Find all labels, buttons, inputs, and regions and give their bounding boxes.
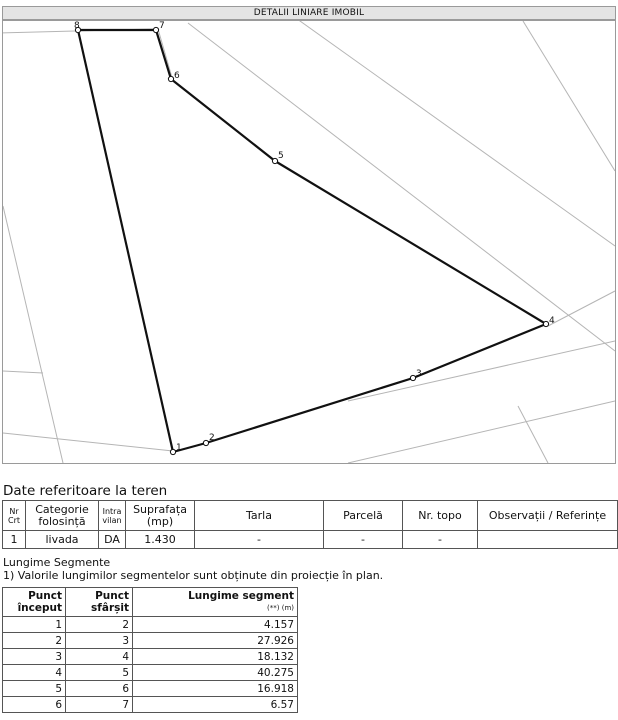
- cell-end: 2: [66, 617, 133, 633]
- land-table: [2, 500, 618, 549]
- vertex-label: 2: [209, 433, 215, 443]
- cell-topo: -: [403, 531, 478, 549]
- col-parcela: Parcelă: [324, 501, 403, 531]
- cell-end: 3: [66, 633, 133, 649]
- vertex-marker: [170, 449, 175, 454]
- cell-tarla: -: [195, 531, 324, 549]
- segments-title: Lungime Segmente: [3, 556, 111, 569]
- neighbor-line: [293, 21, 615, 246]
- neighbor-line: [3, 206, 63, 463]
- table-row: [3, 531, 618, 549]
- vertex-marker: [543, 321, 548, 326]
- parcel-boundary: [78, 30, 546, 452]
- segments-table-body: [3, 617, 298, 713]
- col-nr: Nr Crt: [3, 501, 26, 531]
- neighbor-lines: [3, 21, 615, 463]
- land-table-header: [3, 501, 618, 531]
- table-row: [3, 649, 298, 665]
- neighbor-line: [188, 23, 615, 351]
- cell-start: 2: [3, 633, 66, 649]
- table-row: [3, 617, 298, 633]
- cell-length: 4.157: [133, 617, 298, 633]
- cell-length: 6.57: [133, 697, 298, 713]
- vertex-label: 3: [416, 369, 422, 379]
- col-tarla: Tarla: [195, 501, 324, 531]
- col-intravilan: Intra vilan: [99, 501, 126, 531]
- neighbor-line: [3, 433, 173, 451]
- cell-observatii: [478, 531, 618, 549]
- cell-length: 40.275: [133, 665, 298, 681]
- cell-start: 4: [3, 665, 66, 681]
- cell-categorie: livada: [26, 531, 99, 549]
- cell-end: 4: [66, 649, 133, 665]
- neighbor-line: [348, 401, 615, 463]
- segments-section: [3, 556, 383, 582]
- table-row: [3, 665, 298, 681]
- neighbor-line: [3, 371, 43, 373]
- col-end: Punct sfârșit: [66, 588, 133, 617]
- col-length-label: Lungime segment: [188, 590, 294, 602]
- vertex-marker: [272, 158, 277, 163]
- parcel-vertices: [74, 21, 555, 455]
- cell-end: 7: [66, 697, 133, 713]
- col-start: Punct început: [3, 588, 66, 617]
- cell-start: 1: [3, 617, 66, 633]
- vertex-label: 1: [176, 443, 182, 453]
- parcel-plan: [2, 20, 616, 464]
- segments-table: [2, 587, 298, 713]
- col-length: [133, 588, 298, 617]
- vertex-label: 4: [549, 316, 555, 326]
- cell-start: 5: [3, 681, 66, 697]
- vertex-label: 8: [74, 21, 80, 31]
- neighbor-line: [158, 29, 173, 81]
- cell-length: 16.918: [133, 681, 298, 697]
- vertex-label: 6: [174, 71, 180, 81]
- neighbor-line: [518, 406, 548, 463]
- vertex-label: 7: [159, 21, 165, 31]
- cell-intravilan: DA: [99, 531, 126, 549]
- vertex-marker: [410, 375, 415, 380]
- table-row: [3, 697, 298, 713]
- col-length-unit: (**) (m): [267, 604, 294, 612]
- col-categorie: Categorie folosință: [26, 501, 99, 531]
- vertex-marker: [168, 76, 173, 81]
- segments-note: 1) Valorile lungimilor segmentelor sunt obținute din proiecție în plan.: [3, 569, 384, 582]
- segments-table-header: [3, 588, 298, 617]
- col-suprafata: Suprafața (mp): [126, 501, 195, 531]
- cell-end: 6: [66, 681, 133, 697]
- cell-start: 6: [3, 697, 66, 713]
- col-observatii: Observații / Referințe: [478, 501, 618, 531]
- table-row: [3, 633, 298, 649]
- vertex-label: 5: [278, 151, 284, 161]
- cell-suprafata: 1.430: [126, 531, 195, 549]
- section-header: [2, 6, 616, 20]
- neighbor-line: [523, 21, 615, 171]
- cell-parcela: -: [324, 531, 403, 549]
- land-section-title: Date referitoare la teren: [3, 483, 168, 499]
- section-header-title: DETALII LINIARE IMOBIL: [253, 8, 365, 18]
- cell-start: 3: [3, 649, 66, 665]
- vertex-marker: [203, 440, 208, 445]
- col-topo: Nr. topo: [403, 501, 478, 531]
- cell-nr: 1: [3, 531, 26, 549]
- vertex-marker: [153, 27, 158, 32]
- cell-end: 5: [66, 665, 133, 681]
- table-row: [3, 681, 298, 697]
- neighbor-line: [548, 291, 615, 326]
- cell-length: 27.926: [133, 633, 298, 649]
- parcel-plan-drawing: [3, 21, 615, 463]
- cell-length: 18.132: [133, 649, 298, 665]
